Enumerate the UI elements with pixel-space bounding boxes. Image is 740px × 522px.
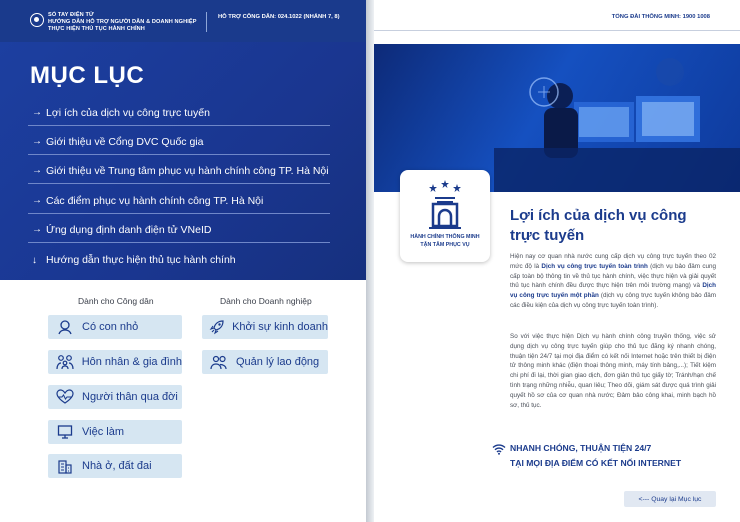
heart-pulse-icon <box>54 389 76 405</box>
book-gutter <box>366 0 374 522</box>
paragraph-text: Hiện nay cơ quan nhà nước cung cấp dịch vụ công trực tuyến theo 02 mức độ là <box>510 253 716 270</box>
table-of-contents <box>0 42 366 280</box>
citizen-heading: Dành cho Công dân <box>78 296 154 306</box>
header-line-3: THỰC HIỆN THỦ TỤC HÀNH CHÍNH <box>48 26 145 32</box>
article-title <box>510 206 720 246</box>
article-title-line-2: trực tuyến <box>510 227 585 244</box>
toc-item[interactable] <box>28 129 330 155</box>
left-page <box>0 0 366 522</box>
toc-item-label: Các điểm phục vụ hành chính công TP. Hà Nội <box>46 194 264 207</box>
back-to-toc-link[interactable]: <--- Quay lại Mục lục <box>624 491 716 507</box>
right-page <box>374 0 740 522</box>
arrow-right-icon: → <box>32 165 42 176</box>
paragraph-emphasis: Dịch vụ công trực tuyến toàn trình <box>541 262 648 270</box>
paragraph-emphasis: Dịch vụ công trực tuyến một phần <box>510 282 716 300</box>
people-icon <box>208 354 230 370</box>
category-label: Việc làm <box>82 426 124 438</box>
category-label: Người thân qua đời <box>82 391 178 403</box>
header-divider <box>206 12 207 32</box>
arrow-right-icon: → <box>32 107 42 118</box>
wifi-icon <box>492 442 506 454</box>
toc-item-label: Ứng dụng định danh điện tử VNeID <box>46 223 212 236</box>
category-label: Hôn nhân & gia đình <box>81 356 182 368</box>
toc-item-label: Hướng dẫn thực hiện thủ tục hành chính <box>46 254 236 266</box>
category-chip[interactable] <box>48 454 182 478</box>
hanoi-admin-badge <box>400 170 490 262</box>
article-paragraph-1 <box>510 252 716 311</box>
business-heading: Dành cho Doanh nghiệp <box>220 296 312 306</box>
toc-item[interactable] <box>28 158 330 184</box>
category-label: Có con nhỏ <box>82 321 139 333</box>
arrow-right-icon: → <box>32 195 42 206</box>
badge-slogan-line-2: TẬN TÂM PHỤC VỤ <box>420 242 470 248</box>
category-label: Khởi sự kinh doanh <box>232 321 328 333</box>
hanoi-gate-emblem-icon <box>425 178 465 232</box>
category-chip[interactable] <box>48 385 182 409</box>
citizen-hotline: HỖ TRỢ CÔNG DÂN: 024.1022 (NHÁNH 7, 8) <box>218 14 340 20</box>
paragraph-text: (dịch vụ bảo đảm cung cấp toàn bộ thông tin về thủ tục hành chính, việc thực hiện và giải quyết thủ tục hành chính đều được thực hiện trên môi trường mạng) và <box>510 262 716 290</box>
header-line-1: SỔ TAY ĐIỆN TỬ <box>48 12 94 18</box>
article-title-line-1: Lợi ích của dịch vụ công <box>510 207 687 224</box>
category-chip[interactable] <box>202 315 328 339</box>
left-page-header <box>0 0 366 42</box>
emblem-icon <box>30 13 44 27</box>
category-label: Nhà ở, đất đai <box>82 460 152 472</box>
category-chip[interactable] <box>202 350 328 374</box>
category-chip[interactable] <box>48 420 182 444</box>
badge-slogan-line-1: HÀNH CHÍNH THÔNG MINH <box>410 234 480 240</box>
toc-item[interactable] <box>28 247 330 273</box>
right-page-header <box>374 0 740 38</box>
category-label: Quản lý lao động <box>236 356 320 368</box>
arrow-right-icon: → <box>32 224 42 235</box>
toc-title: MỤC LỤC <box>30 62 145 89</box>
toc-item[interactable] <box>28 100 330 126</box>
category-chip[interactable] <box>48 315 182 339</box>
article-paragraph-2: So với việc thực hiện Dịch vụ hành chính công truyền thống, việc sử dụng dịch vụ công trực tuyến giúp cho thủ tục đăng ký nhanh chóng, thuận tiện 24/7 tại mọi địa điểm có kết nối Internet hoặc trên thiết bị điện tử thông minh khác (điện thoại thông minh, máy tính bảng,...); Tiết kiệm chi phí đi lại, thời gian giao dịch, đơn giản thủ tục giấy tờ; Tránh/hạn chế tình trạng những nhiễu, quan liêu; Theo dõi, giám sát được quá trình giải quyết hồ sơ của cơ quan nhà nước; Đảm bảo công khai, minh bạch hồ sơ, thủ tục. <box>510 333 716 409</box>
smart-hotline: TỔNG ĐÀI THÔNG MINH: 1900 1008 <box>611 14 710 20</box>
category-chip[interactable] <box>48 350 182 374</box>
header-rule <box>374 30 740 31</box>
monitor-icon <box>54 424 76 440</box>
baby-icon <box>54 319 76 335</box>
building-icon <box>54 458 76 474</box>
paragraph-text: (dịch vụ công trực tuyến không bảo đảm các điều kiện của dịch vụ công trực tuyến toàn trình). <box>510 292 716 309</box>
callout-line-1: NHANH CHÓNG, THUẬN TIỆN 24/7 <box>510 443 652 453</box>
family-icon <box>54 354 76 370</box>
arrow-right-icon: → <box>32 136 42 147</box>
header-line-2: HƯỚNG DẪN HỖ TRỢ NGƯỜI DÂN & DOANH NGHIỆP <box>48 19 197 25</box>
callout-line-2: TẠI MỌI ĐỊA ĐIỂM CÓ KẾT NỐI INTERNET <box>510 458 682 468</box>
toc-item-label: Lợi ích của dịch vụ công trực tuyến <box>46 106 210 119</box>
toc-item-label: Giới thiệu về Trung tâm phục vụ hành chính công TP. Hà Nội <box>46 164 329 177</box>
toc-item[interactable] <box>28 188 330 214</box>
toc-item-label: Giới thiệu về Cổng DVC Quốc gia <box>46 135 204 148</box>
arrow-down-icon: ↓ <box>32 254 37 266</box>
rocket-icon <box>208 319 226 335</box>
toc-item[interactable] <box>28 217 330 243</box>
